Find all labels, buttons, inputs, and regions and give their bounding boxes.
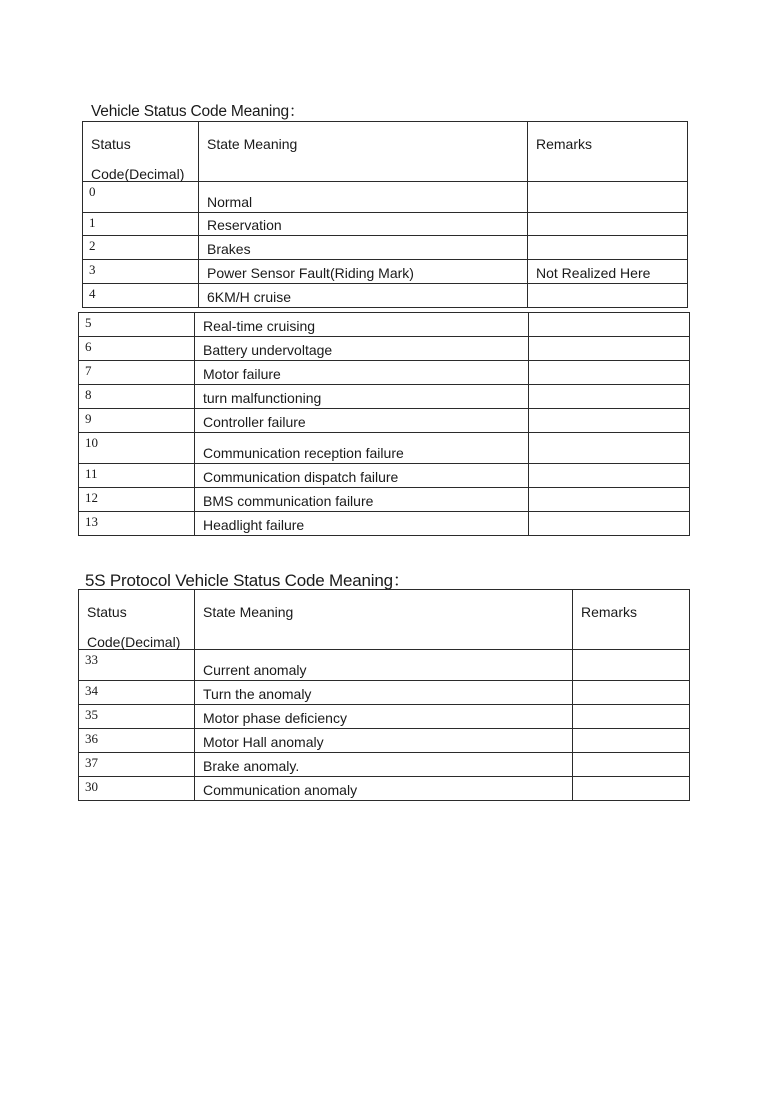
remarks-cell [529,488,690,512]
code-cell [79,361,195,385]
remarks-cell [529,313,690,337]
state-meaning: Power Sensor Fault(Riding Mark) [207,265,414,281]
state-meaning: Motor phase deficiency [203,710,347,726]
meaning-cell [199,236,528,260]
code-cell [79,681,195,705]
remarks-cell [528,260,688,284]
table-row [83,182,688,213]
state-meaning: Headlight failure [203,517,305,533]
meaning-cell [195,650,573,681]
header-remarks-label: Remarks [581,604,638,620]
meaning-cell [195,385,529,409]
status-code: 8 [85,387,92,402]
meaning-cell [195,409,529,433]
code-cell [83,182,199,213]
state-meaning: Turn the anomaly [203,686,312,702]
header-code-label-line2: Code(Decimal) [87,634,181,650]
table-row [79,313,690,337]
state-meaning: Controller failure [203,414,306,430]
code-cell [79,650,195,681]
table-header-row [79,590,690,650]
code-cell [83,260,199,284]
code-cell [79,313,195,337]
meaning-cell [195,729,573,753]
meaning-cell [195,512,529,536]
remarks-cell [528,213,688,236]
header-code-label-line1: Status [91,136,131,152]
section-title-vehicle-status: Vehicle Status Code Meaning： [91,103,305,120]
code-cell [79,385,195,409]
table-row [79,361,690,385]
table-row [79,777,690,801]
code-cell [83,213,199,236]
code-cell [79,488,195,512]
table-row [79,681,690,705]
table-row [79,512,690,536]
header-code-cell [79,590,195,650]
meaning-cell [195,488,529,512]
header-meaning-cell [199,122,528,182]
remarks-cell [528,182,688,213]
state-meaning: Motor failure [203,366,281,382]
status-code: 5 [85,315,92,330]
state-meaning: Real-time cruising [203,318,316,334]
status-code: 0 [89,184,96,199]
remarks-cell [529,337,690,361]
meaning-cell [195,681,573,705]
table-row [79,650,690,681]
state-meaning: Brakes [207,241,251,257]
remarks-cell [529,409,690,433]
remarks: Not Realized Here [536,265,651,281]
meaning-cell [195,433,529,464]
state-meaning: 6KM/H cruise [207,289,292,305]
table-row [79,488,690,512]
status-code: 33 [85,652,98,667]
table-row [79,705,690,729]
meaning-cell [199,284,528,308]
status-code: 1 [89,215,96,230]
status-code: 3 [89,262,96,277]
code-cell [79,337,195,361]
header-remarks-label: Remarks [536,136,593,152]
code-cell [79,512,195,536]
code-cell [79,753,195,777]
remarks-cell [573,681,690,705]
table-row [79,385,690,409]
table-row [83,284,688,308]
code-cell [83,284,199,308]
remarks-cell [573,650,690,681]
status-code: 9 [85,411,92,426]
status-code: 35 [85,707,98,722]
meaning-cell [199,260,528,284]
status-code: 12 [85,490,98,505]
status-code: 36 [85,731,98,746]
meaning-cell [195,464,529,488]
status-code: 10 [85,435,98,450]
state-meaning: Reservation [207,217,282,233]
code-cell [79,464,195,488]
status-code: 37 [85,755,98,770]
status-code: 7 [85,363,92,378]
header-meaning-label: State Meaning [207,136,298,152]
header-code-label-line1: Status [87,604,127,620]
remarks-cell [528,284,688,308]
remarks-cell [529,385,690,409]
table-row [83,213,688,236]
code-cell [79,729,195,753]
status-table-part2 [78,312,690,536]
status-code: 4 [89,286,96,301]
state-meaning: Communication reception failure [203,445,404,461]
header-meaning-label: State Meaning [203,604,294,620]
state-meaning: Normal [207,194,253,210]
meaning-cell [195,313,529,337]
state-meaning: Communication anomaly [203,782,358,798]
remarks-cell [573,729,690,753]
meaning-cell [199,182,528,213]
header-meaning-cell [195,590,573,650]
state-meaning: Motor Hall anomaly [203,734,324,750]
5s-protocol-status-table [78,589,690,801]
meaning-cell [199,213,528,236]
state-meaning: turn malfunctioning [203,390,322,406]
code-cell [79,777,195,801]
section-title-5s-protocol: 5S Protocol Vehicle Status Code Meaning： [85,571,410,590]
remarks-cell [529,433,690,464]
table-header-row [83,122,688,182]
remarks-cell [573,753,690,777]
status-code: 30 [85,779,98,794]
remarks-cell [573,777,690,801]
table-row [79,337,690,361]
header-remarks-cell [528,122,688,182]
meaning-cell [195,777,573,801]
status-table-part1 [82,121,688,308]
table-row [83,236,688,260]
state-meaning: Brake anomaly. [203,758,300,774]
table-row [79,409,690,433]
status-code: 2 [89,238,96,253]
header-remarks-cell [573,590,690,650]
meaning-cell [195,361,529,385]
state-meaning: Current anomaly [203,662,307,678]
meaning-cell [195,705,573,729]
remarks-cell [529,512,690,536]
table-row [79,433,690,464]
code-cell [79,705,195,729]
state-meaning: Battery undervoltage [203,342,333,358]
remarks-cell [529,361,690,385]
code-cell [79,409,195,433]
table-row [79,753,690,777]
meaning-cell [195,753,573,777]
remarks-cell [573,705,690,729]
remarks-cell [529,464,690,488]
header-code-cell [83,122,199,182]
code-cell [79,433,195,464]
status-code: 6 [85,339,92,354]
table-row [79,464,690,488]
remarks-cell [528,236,688,260]
state-meaning: Communication dispatch failure [203,469,399,485]
table-row [83,260,688,284]
table-row [79,729,690,753]
status-code: 11 [85,466,98,481]
code-cell [83,236,199,260]
status-code: 13 [85,514,98,529]
meaning-cell [195,337,529,361]
state-meaning: BMS communication failure [203,493,374,509]
status-code: 34 [85,683,98,698]
header-code-label-line2: Code(Decimal) [91,166,185,182]
